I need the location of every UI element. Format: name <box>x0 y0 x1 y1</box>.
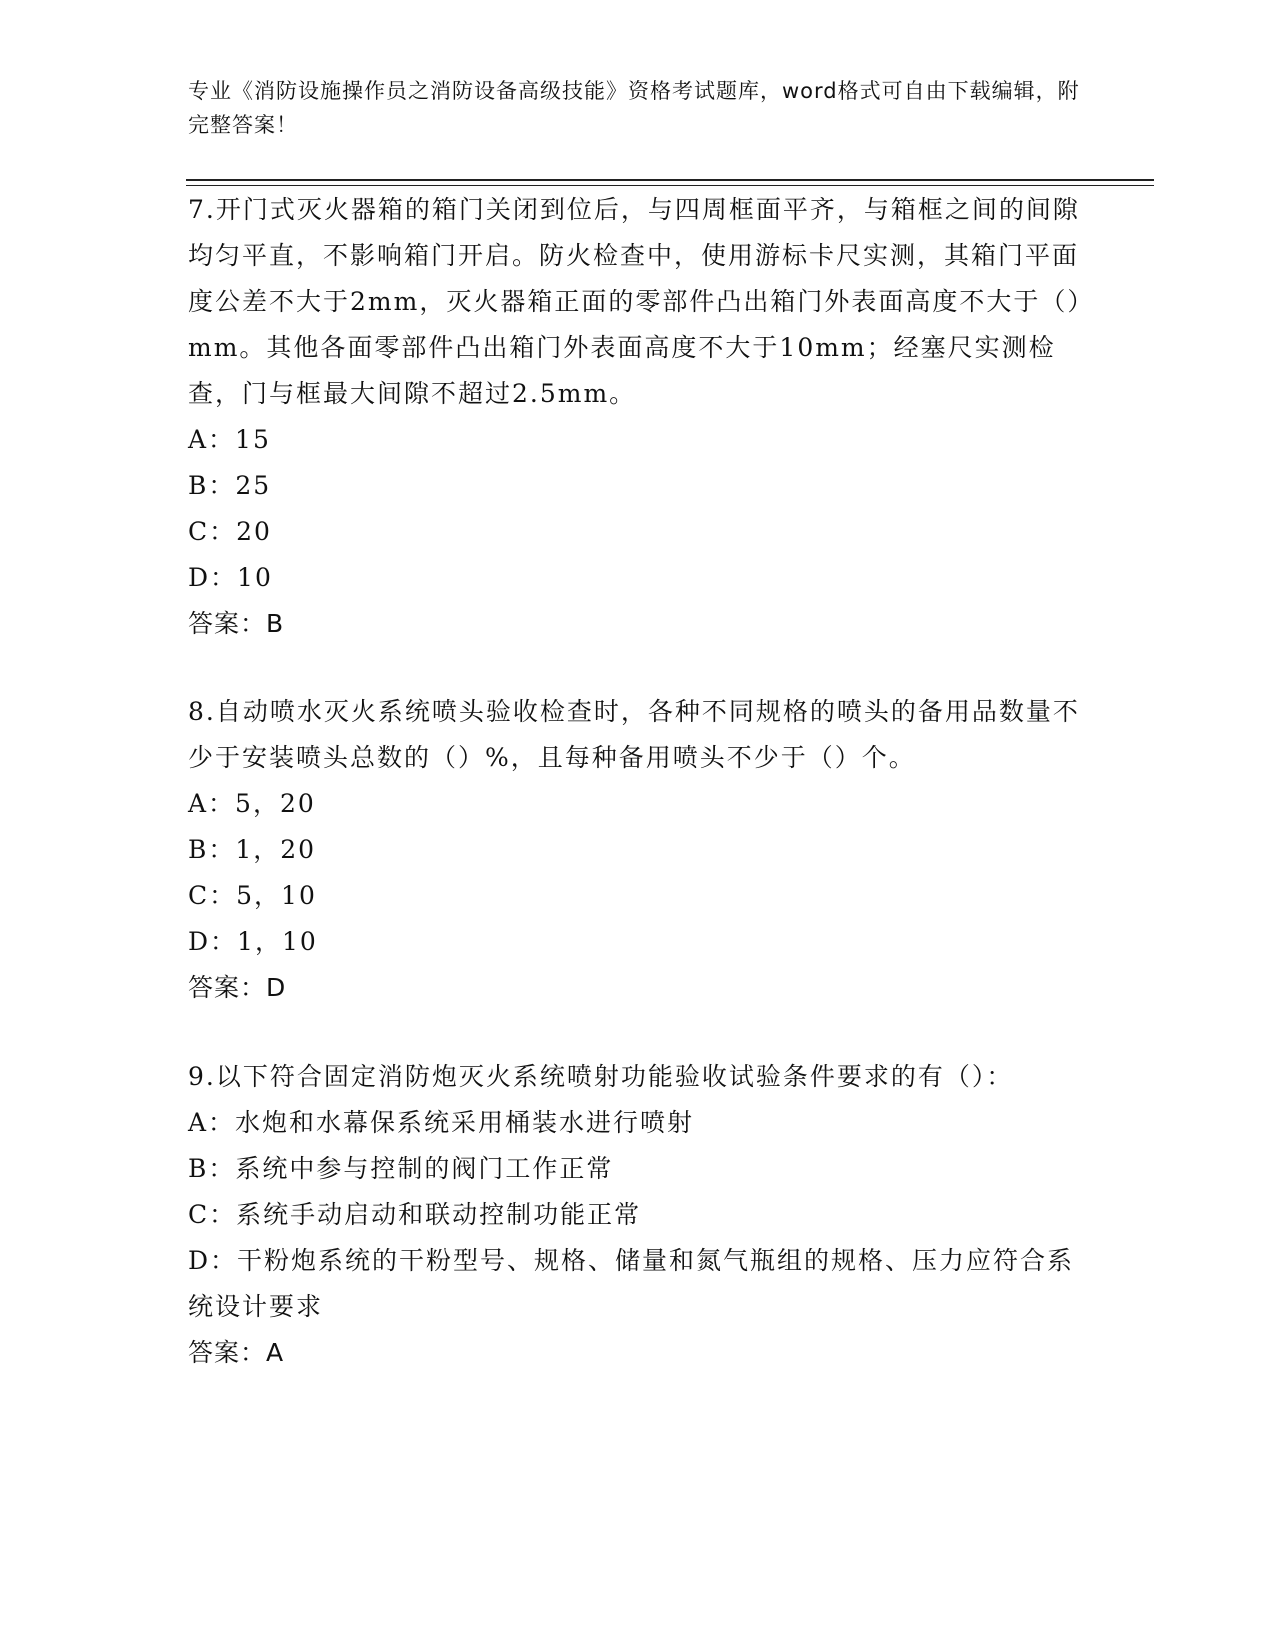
answer-label: 答案：B <box>188 609 285 638</box>
header-divider-thin <box>186 185 1154 186</box>
answer-label: 答案：D <box>188 973 287 1002</box>
question-block <box>188 689 1088 1011</box>
header-divider <box>186 179 1154 181</box>
document-header: 专业《消防设施操作员之消防设备高级技能》资格考试题库，word格式可自由下载编辑，附完整答案！ <box>188 79 1080 137</box>
option-b: B：系统中参与控制的阀门工作正常 <box>188 1154 614 1183</box>
question-stem: 8.自动喷水灭火系统喷头验收检查时，各种不同规格的喷头的备用品数量不少于安装喷头总数的（）%，且每种备用喷头不少于（）个。 <box>188 697 1080 772</box>
option-b: B：1，20 <box>188 835 317 864</box>
option-c: C：系统手动启动和联动控制功能正常 <box>188 1200 642 1229</box>
option-c: C：5，10 <box>188 881 317 910</box>
question-stem: 7.开门式灭火器箱的箱门关闭到位后，与四周框面平齐，与箱框之间的间隙均匀平直，不影响箱门开启。防火检查中，使用游标卡尺实测，其箱门平面度公差不大于2mm，灭火器箱正面的零部件凸出箱门外表面高度不大于（）mm。其他各面零部件凸出箱门外表面高度不大于10mm；经塞尺实测检查，门与框最大间隙不超过2.5mm。 <box>188 195 1082 408</box>
question-stem: 9.以下符合固定消防炮灭火系统喷射功能验收试验条件要求的有（）： <box>188 1062 1014 1091</box>
option-c: C：20 <box>188 517 272 546</box>
answer-label: 答案：A <box>188 1338 285 1367</box>
option-a: A：15 <box>188 425 271 454</box>
option-d: D：干粉炮系统的干粉型号、规格、储量和氮气瓶组的规格、压力应符合系统设计要求 <box>188 1246 1075 1321</box>
option-a: A：5，20 <box>188 789 316 818</box>
option-b: B：25 <box>188 471 272 500</box>
question-block <box>188 187 1088 647</box>
option-d: D：10 <box>188 563 273 592</box>
option-d: D：1，10 <box>188 927 318 956</box>
question-block <box>188 1054 1088 1376</box>
option-a: A：水炮和水幕保系统采用桶装水进行喷射 <box>188 1108 695 1137</box>
